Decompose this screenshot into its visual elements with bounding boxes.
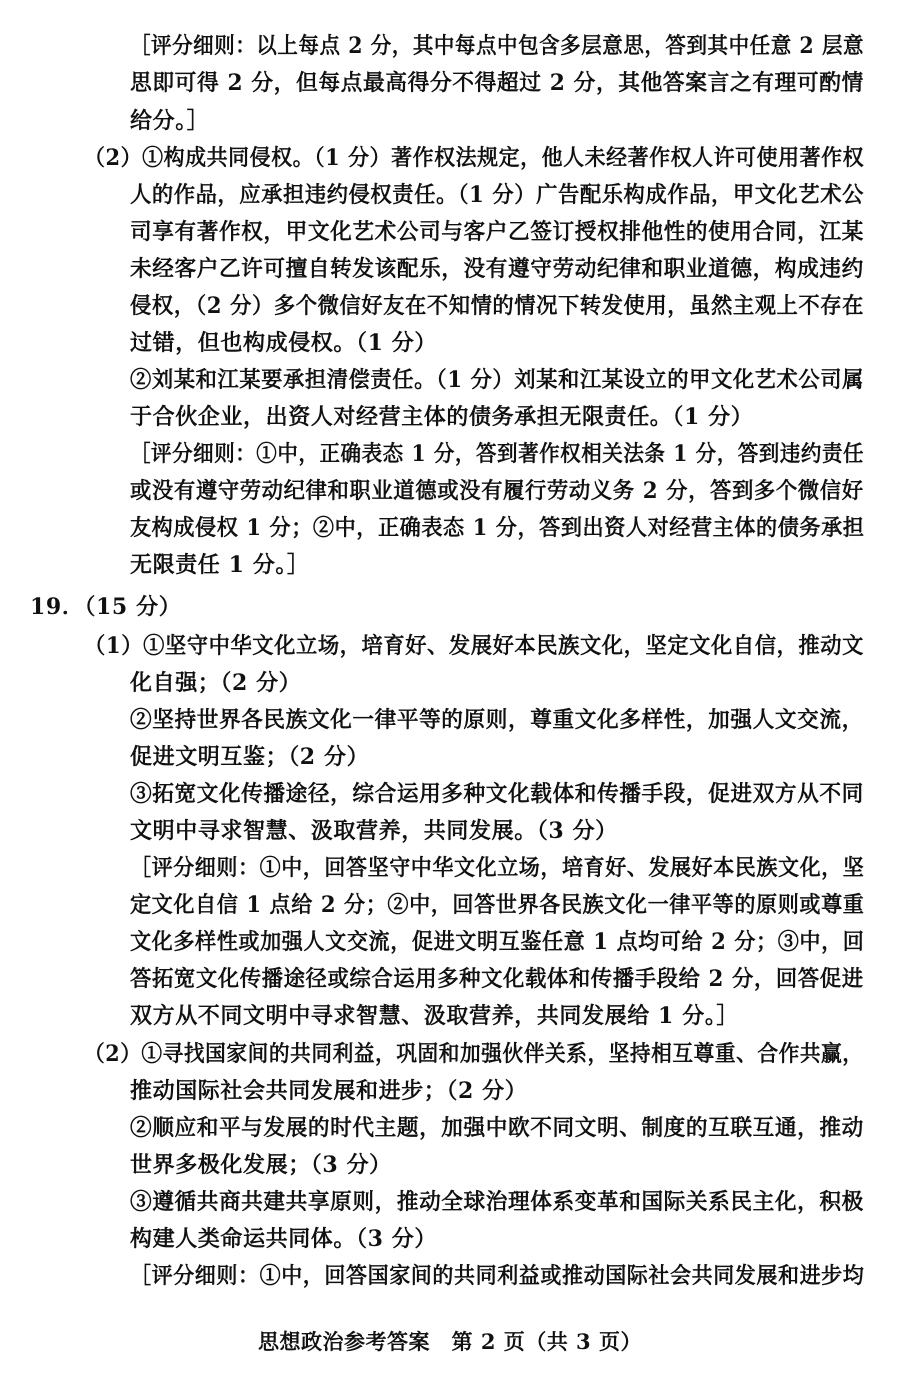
text-line: 双方从不同文明中寻求智慧、汲取营养，共同发展给 1 分。］ bbox=[130, 1003, 740, 1029]
text-line: 构建人类命运共同体。（3 分） bbox=[130, 1226, 437, 1252]
text-line: 司享有著作权，甲文化艺术公司与客户乙签订授权排他性的使用合同，江某 bbox=[130, 219, 864, 245]
text-line: 过错，但也构成侵权。（1 分） bbox=[130, 330, 437, 356]
text-line: （2）①寻找国家间的共同利益，巩固和加强伙伴关系，坚持相互尊重、合作共赢， bbox=[84, 1041, 864, 1067]
text-line: ②刘某和江某要承担清偿责任。（1 分）刘某和江某设立的甲文化艺术公司属 bbox=[130, 367, 864, 393]
text-line: 未经客户乙许可擅自转发该配乐，没有遵守劳动纪律和职业道德，构成违约 bbox=[130, 256, 864, 282]
text-line: 化自强；（2 分） bbox=[130, 670, 302, 696]
text-line: 促进文明互鉴；（2 分） bbox=[130, 744, 370, 770]
text-line: 文化多样性或加强人文交流，促进文明互鉴任意 1 点均可给 2 分；③中，回 bbox=[130, 929, 865, 955]
text-line: ［评分细则：①中，回答坚守中华文化立场，培育好、发展好本民族文化，坚 bbox=[130, 855, 865, 881]
text-line: 友构成侵权 1 分；②中，正确表态 1 分，答到出资人对经营主体的债务承担 bbox=[130, 515, 865, 541]
text-line: 定文化自信 1 点给 2 分；②中，回答世界各民族文化一律平等的原则或尊重 bbox=[130, 892, 865, 918]
text-line: 无限责任 1 分。］ bbox=[130, 552, 310, 578]
text-line: 思即可得 2 分，但每点最高得分不得超过 2 分，其他答案言之有理可酌情 bbox=[130, 70, 864, 96]
text-line: 人的作品，应承担违约侵权责任。（1 分）广告配乐构成作品，甲文化艺术公 bbox=[130, 182, 864, 208]
text-line: ［评分细则：①中，回答国家间的共同利益或推动国际社会共同发展和进步均 bbox=[130, 1263, 865, 1289]
text-line: 给分。］ bbox=[130, 108, 210, 134]
text-line: ②顺应和平与发展的时代主题，加强中欧不同文明、制度的互联互通，推动 bbox=[130, 1115, 864, 1141]
page-footer: 思想政治参考答案 第 2 页（共 3 页） bbox=[258, 1329, 642, 1354]
text-line: ③拓宽文化传播途径，综合运用多种文化载体和传播手段，促进双方从不同 bbox=[130, 781, 864, 807]
text-line: ［评分细则：以上每点 2 分，其中每点中包含多层意思，答到其中任意 2 层意 bbox=[130, 33, 865, 59]
text-line: ②坚持世界各民族文化一律平等的原则，尊重文化多样性，加强人文交流， bbox=[130, 707, 864, 733]
text-line: ［评分细则：①中，正确表态 1 分，答到著作权相关法条 1 分，答到违约责任 bbox=[130, 441, 865, 467]
text-line: 文明中寻求智慧、汲取营养，共同发展。（3 分） bbox=[130, 818, 618, 844]
text-line: 于合伙企业，出资人对经营主体的债务承担无限责任。（1 分） bbox=[130, 404, 754, 430]
text-line: 或没有遵守劳动纪律和职业道德或没有履行劳动义务 2 分，答到多个微信好 bbox=[130, 478, 864, 504]
text-line: 世界多极化发展；（3 分） bbox=[130, 1152, 392, 1178]
text-line: ③遵循共商共建共享原则，推动全球治理体系变革和国际关系民主化，积极 bbox=[130, 1189, 864, 1215]
text-line: （1）①坚守中华文化立场，培育好、发展好本民族文化，坚定文化自信，推动文 bbox=[84, 633, 864, 659]
question-number: 19．（15 分） bbox=[30, 594, 182, 620]
text-line: 侵权，（2 分）多个微信好友在不知情的情况下转发使用，虽然主观上不存在 bbox=[130, 293, 864, 319]
text-line: （2）①构成共同侵权。（1 分）著作权法规定，他人未经著作权人许可使用著作权 bbox=[84, 145, 865, 171]
text-line: 答拓宽文化传播途径或综合运用多种文化载体和传播手段给 2 分，回答促进 bbox=[130, 966, 864, 992]
text-line: 推动国际社会共同发展和进步；（2 分） bbox=[130, 1078, 528, 1104]
